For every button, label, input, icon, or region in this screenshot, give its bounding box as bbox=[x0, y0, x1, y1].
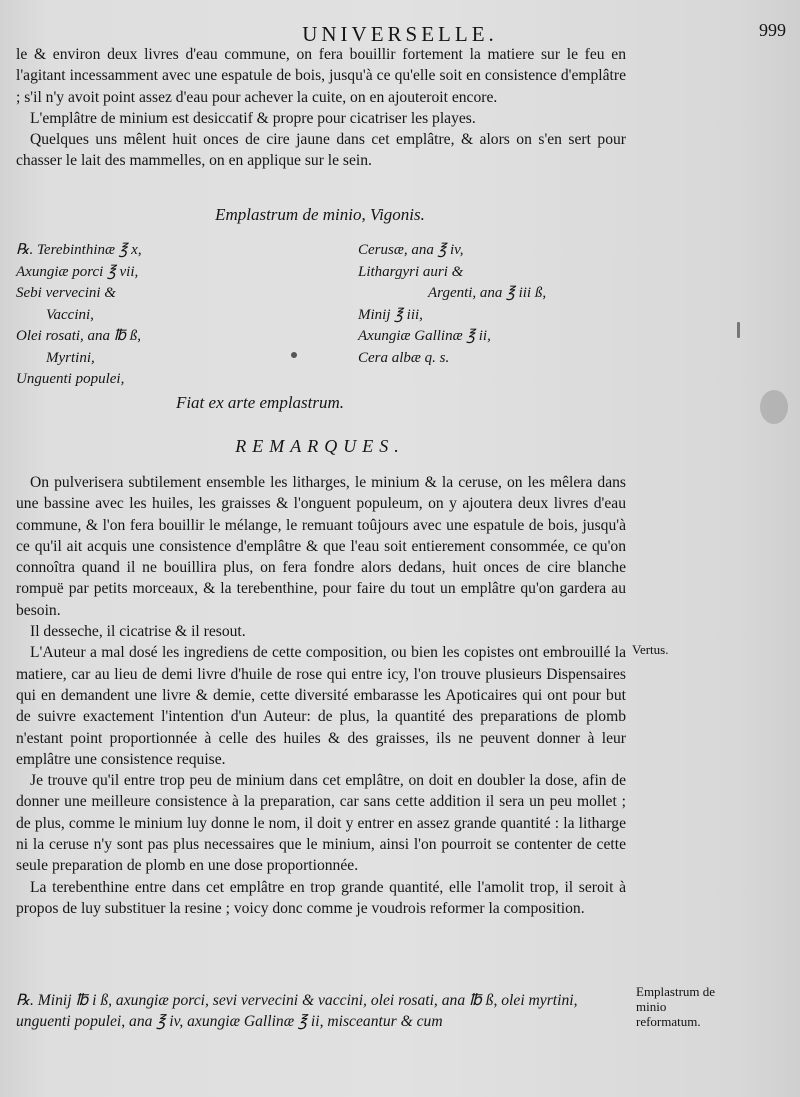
ingredient-line: Axungiæ porci ℥ vii, bbox=[16, 263, 139, 280]
ingredient-line: Lithargyri auri & bbox=[358, 263, 464, 280]
ingredient-line: Unguenti populei, bbox=[16, 371, 125, 387]
remarks-paragraph: Il desseche, il cicatrise & il resout. bbox=[30, 623, 246, 641]
ingredient-line: ℞. Terebinthinæ ℥ x, bbox=[16, 242, 142, 258]
remarks-paragraph: L'Auteur a mal dosé les ingrediens de cette composition, ou bien les copistes ont embrouillé la matiere, car au lieu de demi livre d'huile de rose qui entre icy, l'on trouve plusieurs Dispensaires qui en demandent une livre & demie, cette diversité embarasse les Apoticaires qui ont pour but de suivre exactement l'intention d'un Auteur: de plus, la quantité des preparations de plomb n'estant point proportionnée à celle des huiles & des graisses, ils ne peuvent donner à leur emplâtre une consistence requise. bbox=[16, 644, 626, 768]
ingredient-line: Olei rosati, ana ℔ ß, bbox=[16, 328, 142, 344]
ingredient-line: Axungiæ Gallinæ ℥ ii, bbox=[358, 328, 491, 344]
ingredient-line: Argenti, ana ℥ iii ß, bbox=[428, 285, 547, 301]
ingredients-left-column bbox=[16, 240, 346, 391]
page-number: 999 bbox=[759, 20, 786, 40]
ingredients-right-column bbox=[358, 240, 648, 369]
running-header: UNIVERSELLE. bbox=[302, 22, 498, 46]
ingredient-line: Cerusæ, ana ℥ iv, bbox=[358, 242, 464, 258]
intro-paragraph: Quelques uns mêlent huit onces de cire jaune dans cet emplâtre, & alors on s'en sert pour chasser le lait des mammelles, on en applique sur le sein. bbox=[16, 131, 626, 170]
intro-text bbox=[16, 44, 626, 172]
scan-speck bbox=[760, 390, 788, 424]
margin-note-vertus: Vertus. bbox=[632, 642, 669, 657]
remarks-text bbox=[16, 472, 626, 919]
remarks-paragraph: On pulverisera subtilement ensemble les litharges, le minium & la ceruse, on les mêlera dans une bassine avec les huiles, les graisses & l'onguent populeum, on y ajoutera deux livres d'eau commune, & l'on fera bouillir le mélange, le remuant toûjours avec une espatule de bois, jusqu'à ce qu'il ait acquis une consistence d'emplâtre & que l'eau soit entierement consommée, ce qu'on connoîtra quand il ne bouillira plus, on fera fondre alors dedans, huit onces de cire blanche rompuë par petits morceaux, & la terebenthine, pour faire du tout un emplâtre qu'on gardera au besoin. bbox=[16, 474, 626, 619]
recipe-title: Emplastrum de minio, Vigonis. bbox=[215, 205, 425, 224]
ingredient-line: Myrtini, bbox=[46, 349, 95, 366]
ingredient-line: Vaccini, bbox=[46, 306, 94, 323]
margin-note-reformatum: Emplastrum de minio reformatum. bbox=[636, 984, 716, 1029]
intro-paragraph: L'emplâtre de minium est desiccatif & propre pour cicatriser les playes. bbox=[30, 109, 476, 127]
remarks-heading: REMARQUES. bbox=[235, 436, 405, 456]
remarks-paragraph: Je trouve qu'il entre trop peu de minium dans cet emplâtre, on doit en doubler la dose, afin de donner une meilleure consistence à la preparation, car sans cette addition il sera un peu mollet ; de plus, comme le minium luy donne le nom, il doit y entrer en assez grande quantité : la litharge ni la ceruse n'y sont pas plus necessaires que le minium, ainsi l'on pourroit se contenter de cette seule preparation de plomb en une dose proportionnée. bbox=[16, 772, 626, 875]
ingredient-line: Minij ℥ iii, bbox=[358, 306, 423, 323]
intro-paragraph: le & environ deux livres d'eau commune, on fera bouillir fortement la matiere sur le feu en l'agitant incessamment avec une espatule de bois, jusqu'à ce qu'elle soit en consistence d'emplâtre ; s'il n'y avoit point assez d'eau pour achever la cuite, on en ajouteroit encore. bbox=[16, 46, 626, 106]
reformed-recipe: ℞. Minij ℔ i ß, axungiæ porci, sevi vervecini & vaccini, olei rosati, ana ℔ ß, olei myrtini, unguenti populei, ana ℥ iv, axungiæ Gallinæ ℥ ii, misceantur & cum bbox=[16, 992, 578, 1031]
remarks-paragraph: La terebenthine entre dans cet emplâtre en trop grande quantité, elle l'amolit trop, il seroit à propos de luy substituer la resine ; voicy donc comme je voudrois reformer la composition. bbox=[16, 878, 626, 917]
scan-speck bbox=[291, 352, 297, 358]
ingredient-line: Cera albæ q. s. bbox=[358, 349, 450, 366]
recipe-closing: Fiat ex arte emplastrum. bbox=[175, 393, 345, 412]
ingredient-line: Sebi vervecini & bbox=[16, 285, 116, 301]
scan-speck bbox=[737, 322, 740, 338]
